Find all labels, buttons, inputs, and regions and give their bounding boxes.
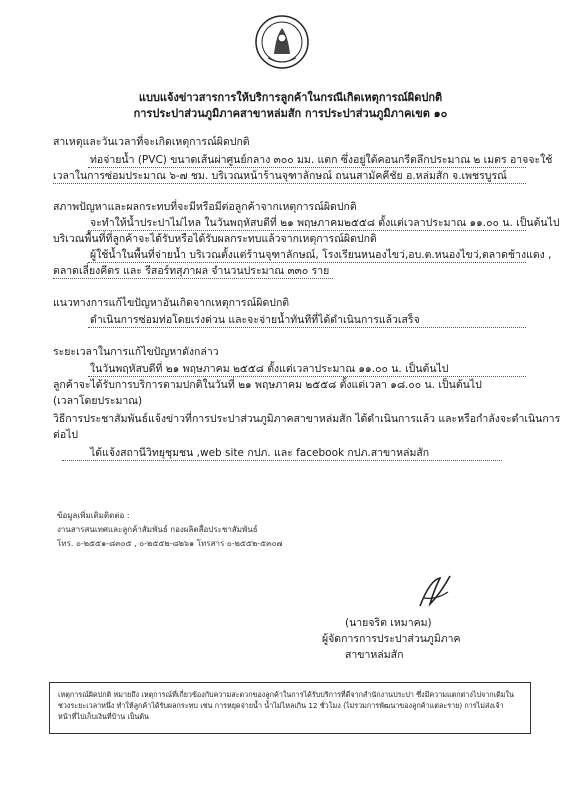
section4-line1: ในวันพฤหัสบดีที่ ๒๑ พฤษภาคม ๒๕๕๘ ตั้งแต่เวลาประมาณ ๑๑.๐๐ น. เป็นต้นไป bbox=[90, 363, 449, 375]
footnote-box bbox=[49, 682, 531, 734]
section1-line1: ท่อจ่ายน้ำ (PVC) ขนาดเส้นผ่าศูนย์กลาง ๓๐๐ มม. แตก ซึ่งอยู่ใต้คอนกรีตลึกประมาณ ๒ เมตร อาจจะใช้ bbox=[90, 154, 553, 166]
section4-line2: ลูกค้าจะได้รับการบริการตามปกติในวันที่ ๒๑ พฤษภาคม ๒๕๕๘ ตั้งแต่เวลา ๑๘.๐๐ น. เป็นต้นไป bbox=[53, 379, 482, 391]
section3-heading: แนวทางการแก้ไขปัญหาอันเกิดจากเหตุการณ์ผิดปกติ bbox=[53, 297, 290, 309]
section1-heading: สาเหตุและวันเวลาที่จะเกิดเหตุการณ์ผิดปกติ bbox=[53, 136, 250, 148]
section5-line1: ได้แจ้งสถานีวิทยุชุมชน ,web site กปภ. และ facebook กปภ.สาขาหล่มสัก bbox=[90, 447, 430, 459]
section2-line2: บริเวณพื้นที่ที่ลูกค้าจะได้รับหรือได้รับผลกระทบแล้วจากเหตุการณ์ผิดปกติ bbox=[53, 233, 377, 245]
section2-line4: ตลาดเลี่ยงคีตร และ รีสอร์ทสุภาผล จำนวนประมาณ ๓๓๐ ราย bbox=[53, 265, 330, 277]
section1-line2: เวลาในการซ่อมประมาณ ๖-๗ ชม. บริเวณหน้าร้านจุฑาลักษณ์ ถนนสามัคคีชัย อ.หล่มสัก จ.เพชรบูรณ์ bbox=[53, 170, 507, 182]
contact-phone: โทร. ๐-๒๕๕๑-๘๓๐๕ , ๐-๒๕๕๒-๘๒๖๑ โทรสาร ๐-๒๕๕๒-๕๓๐๗ bbox=[57, 539, 283, 548]
section5-heading: วิธีการประชาสัมพันธ์แจ้งข่าวที่การประปาส่วนภูมิภาคสาขาหล่มสัก ได้ดำเนินการแล้ว และหรือกำลังจะดำเนินการ bbox=[53, 413, 561, 425]
section4-heading: ระยะเวลาในการแก้ไขปัญหาดังกล่าว bbox=[53, 346, 219, 358]
footnote-text: เหตุการณ์ผิดปกติ หมายถึง เหตุการณ์ที่เกี่ยวข้องกับความสะดวกของลูกค้าในการได้รับบริการที่ดีจากสำนักงานประปา ซึ่งมีความแตกต่างไปจากเดิมในช่วงระยะเวลาหนึ่ง ทำให้ลูกค้าได้รับผลกระทบ เช่น การหยุดจ่ายน้ำ น้ำไม่ไหลเกิน 12 ชั่วโมง (ไม่รวมการพัฒนาของลูกค้าแต่ละราย) การไม่ส่งเจ้าหน้าที่ไปเก็บเงินที่บ้าน เป็นต้น bbox=[58, 690, 514, 721]
signer-position: ผู้จัดการการประปาส่วนภูมิภาค bbox=[322, 633, 461, 645]
document-title: แบบแจ้งข่าวสารการให้บริการลูกค้าในกรณีเกิดเหตุการณ์ผิดปกติ bbox=[138, 91, 443, 104]
pwa-logo-seal bbox=[254, 14, 310, 70]
section2-line1: จะทำให้น้ำประปาไม่ไหล ในวันพฤหัสบดีที่ ๒๑ พฤษภาคม๒๕๕๘ ตั้งแต่เวลาประมาณ ๑๑.๐๐ น. เป็นต้นไป bbox=[90, 217, 560, 229]
signature-mark bbox=[410, 570, 460, 614]
section3-line1: ดำเนินการซ่อมท่อโดยเร่งด่วน และจะจ่ายน้ำทันทีที่ได้ดำเนินการแล้วเสร็จ bbox=[90, 314, 420, 326]
contact-label: ข้อมูลเพิ่มเติมติดต่อ : bbox=[57, 511, 130, 520]
document-subtitle: การประปาส่วนภูมิภาคสาขาหล่มสัก การประปาส่วนภูมิภาคเขต ๑๐ bbox=[133, 107, 448, 120]
section5-heading-cont: ต่อไป bbox=[53, 429, 79, 441]
signer-branch: สาขาหล่มสัก bbox=[345, 649, 404, 661]
section4-line3: (เวลาโดยประมาณ) bbox=[53, 395, 143, 407]
section2-heading: สภาพปัญหาและผลกระทบที่จะมีหรือมีต่อลูกค้าจากเหตุการณ์ผิดปกติ bbox=[53, 201, 357, 213]
signer-name: (นายจริต เหมาคม) bbox=[345, 617, 432, 629]
section2-line3: ผู้ใช้น้ำในพื้นที่จ่ายน้ำ บริเวณตั้งแต่ร้านจุฑาลักษณ์, โรงเรียนหนองไขว่,อบ.ต.หนองไขว่,ตลาดช้างแดง , bbox=[90, 249, 552, 261]
contact-line1: งานสารสนเทศและลูกค้าสัมพันธ์ กองผลิตสื่อประชาสัมพันธ์ bbox=[57, 525, 258, 534]
